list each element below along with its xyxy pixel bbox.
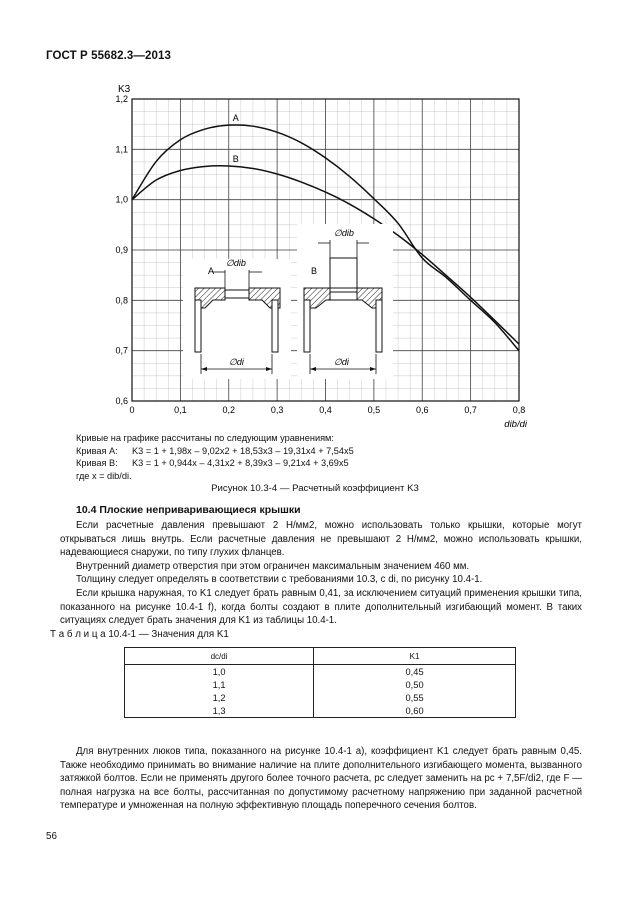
equations-block — [76, 432, 354, 482]
curve-a-label: Кривая A: — [76, 445, 118, 456]
table-row — [125, 691, 516, 704]
x-tick-label: 0,2 — [222, 405, 236, 415]
page-number: 56 — [46, 831, 57, 842]
k3-chart — [0, 0, 630, 440]
section-title: 10.4 Плоские неприваривающиеся крышки — [76, 504, 301, 516]
figure-caption: Рисунок 10.3-4 — Расчетный коэффициент K3 — [211, 483, 419, 494]
x-tick-label: 0,7 — [464, 405, 477, 415]
table-header-k1: K1 — [314, 648, 516, 665]
inset-label-b: B — [311, 266, 318, 276]
inset-di-b: ∅di — [334, 357, 349, 367]
table-cell: 0,50 — [314, 678, 516, 691]
y-axis-label: K3 — [118, 84, 131, 95]
table-cell: 1,1 — [125, 678, 314, 691]
bottom-text: Для внутренних люков типа, показанного на рисунке 10.4-1 a), коэффициент K1 следует брать равным 0,45. Также необходимо принимать во внимание наличие на плите дополнительного изгибающего момента, вызванного затяжкой болтов. Если не применять другого более точного расчета, pc следует заменить на pc + 7,5F/di2, где F — полная нагрузка на все болты, рассчитанная по допустимому расчетному напряжению при заданной расчетной температуре и умноженная на полную эффективную площадь поперечного сечения болтов. — [60, 746, 582, 811]
x-tick-label: 0,8 — [512, 405, 526, 415]
x-axis-label: dib/di — [504, 419, 527, 430]
document-code: ГОСТ Р 55682.3—2013 — [46, 50, 171, 62]
table-cell: 0,45 — [314, 665, 516, 679]
k1-values-table — [124, 647, 516, 718]
series-label-a: A — [232, 113, 239, 124]
x-tick-label: 0,4 — [319, 405, 332, 415]
table-cell: 1,3 — [125, 704, 314, 718]
paragraph-2: Внутренний диаметр отверстия при этом ограничен максимальным значением 460 мм. — [76, 560, 470, 572]
inset-dib-b: ∅dib — [334, 228, 354, 238]
table-cell: 0,60 — [314, 704, 516, 718]
x-tick-label: 0,6 — [415, 405, 429, 415]
x-tick-label: 0,1 — [174, 405, 187, 415]
table-cell: 1,2 — [125, 691, 314, 704]
section-body — [60, 519, 582, 628]
y-tick-label: 0,9 — [115, 245, 128, 255]
table-cell: 0,55 — [314, 691, 516, 704]
table-title: Т а б л и ц а 10.4-1 — Значения для K1 — [50, 629, 229, 640]
table-row — [125, 678, 516, 691]
x-tick-label: 0,5 — [367, 405, 381, 415]
curve-a-equation: K3 = 1 + 1,98x – 9,02x2 + 18,53x3 – 19,31x4 + 7,54x5 — [132, 445, 354, 456]
x-tick-label: 0,3 — [270, 405, 284, 415]
equations-intro: Кривые на графике рассчитаны по следующим уравнениям: — [76, 433, 334, 443]
table-cell: 1,0 — [125, 665, 314, 679]
paragraph-3: Толщину следует определять в соответствии с требованиями 10.3, с di, по рисунку 10.4-1. — [76, 574, 483, 586]
curve-b-equation: K3 = 1 + 0,944x – 4,31x2 + 8,39x3 – 9,21x4 + 3,69x5 — [132, 458, 349, 469]
equations-where: где x = dib/di. — [76, 470, 132, 481]
table-header-ratio: dc/di — [125, 648, 314, 665]
inset-di-a: ∅di — [229, 357, 244, 367]
table-row — [125, 704, 516, 718]
table-row — [125, 665, 516, 679]
paragraph-1: Если расчетные давления превышают 2 Н/мм2, можно использовать только крышки, которые могут открываться лишь внутрь. Если расчетные давления не превышают 2 Н/мм2, можно использовать крышки, надевающиеся снаружи, по типу глухих фланцев. — [60, 520, 582, 559]
inset-label-a: A — [208, 266, 215, 276]
y-tick-label: 1,2 — [115, 94, 128, 104]
y-tick-label: 1,0 — [115, 194, 128, 205]
inset-cover-b — [297, 224, 393, 379]
series-label-b: B — [232, 153, 239, 164]
inset-dib-a: ∅dib — [226, 258, 246, 268]
inset-cover-a — [183, 258, 291, 379]
bottom-paragraph — [60, 745, 582, 813]
y-tick-label: 0,7 — [115, 345, 128, 356]
curve-b-label: Кривая B: — [76, 458, 118, 469]
y-tick-label: 0,6 — [115, 396, 128, 406]
y-tick-label: 0,8 — [115, 295, 128, 306]
y-tick-label: 1,1 — [115, 144, 128, 155]
x-tick-label: 0 — [129, 405, 135, 415]
paragraph-4: Если крышка наружная, то K1 следует брать равным 0,41, за исключением ситуаций применения крышки типа, показанного на рисунке 10.4-1 f), когда болты создают в плите дополнительный изгибающий момент. В таких ситуациях следует брать значения для K1 из таблицы 10.4-1. — [60, 587, 582, 627]
